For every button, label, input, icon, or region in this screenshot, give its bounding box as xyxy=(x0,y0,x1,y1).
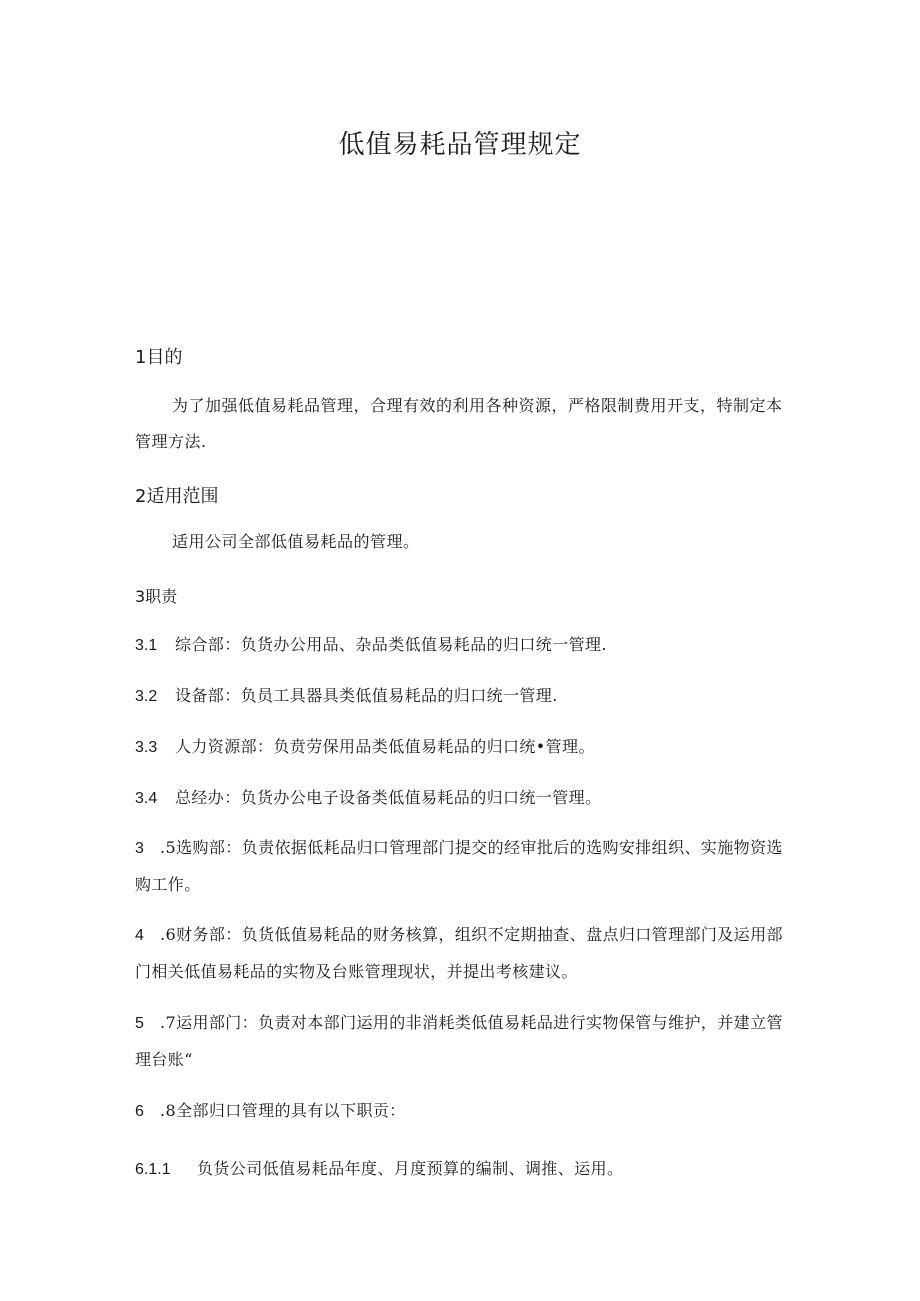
duty-item-text: .5选购部：负责依据低耗品归口管理部门提交的经审批后的选购安排组织、实施物资选购工作。 xyxy=(135,838,783,894)
duty-item xyxy=(135,1093,785,1130)
duty-item xyxy=(135,729,785,766)
section-heading-duties: 3职责 xyxy=(135,587,178,606)
section-heading-purpose: 1目的 xyxy=(135,347,183,368)
duty-item-number: 6 xyxy=(135,1103,144,1120)
duty-item-number: 4 xyxy=(135,927,144,944)
duty-item xyxy=(135,1005,785,1078)
duty-item-number: 3.1 xyxy=(135,637,158,654)
scope-paragraph: 适用公司全部低值易耗品的管理。 xyxy=(172,532,420,551)
duty-item-number: 3 xyxy=(135,840,144,857)
duty-item xyxy=(135,1151,785,1188)
duty-item-text: 人力资源部：负贲劳保用品类低值易耗品的归口统•管理。 xyxy=(175,737,595,756)
duty-item xyxy=(135,780,785,817)
duty-item-number: 5 xyxy=(135,1015,144,1032)
duty-item-text: 总经办：负货办公电子设备类低值易耗品的归口统一管理。 xyxy=(175,788,602,807)
duty-item-text: 设备部：负员工具器具类低值易耗品的归口统一管理. xyxy=(175,686,558,705)
duty-item-number: 3.2 xyxy=(135,688,158,705)
duty-item-text: 综合部：负货办公用品、杂品类低值易耗品的归口统一管理. xyxy=(175,635,607,654)
duty-item xyxy=(135,627,785,664)
duty-item-text: 负货公司低值易耗品年度、月度预算的编制、调推、运用。 xyxy=(197,1159,624,1178)
document-title: 低值易耗品管理规定 xyxy=(338,130,582,160)
section-heading-scope: 2适用范围 xyxy=(135,486,219,507)
duty-item-number: 3.3 xyxy=(135,739,158,756)
duty-item-text: .8全部归口管理的具有以下职贡： xyxy=(160,1101,406,1120)
duty-item xyxy=(135,678,785,715)
duty-item-number: 3.4 xyxy=(135,790,158,807)
duty-item-text: .6财务部：负货低值易耗品的财务核算，组织不定期抽查、盘点归口管理部门及运用部门相关低值易耗品的实物及台账管理现状，并提出考核建议。 xyxy=(135,925,783,981)
duty-item xyxy=(135,830,785,903)
duty-item-text: .7运用部门：负责对本部门运用的非消耗类低值易耗品进行实物保管与维护，并建立管理台账“ xyxy=(135,1013,783,1069)
duty-item xyxy=(135,917,785,990)
duty-item-number: 6.1.1 xyxy=(135,1161,171,1178)
purpose-paragraph: 为了加强低值易耗品管理，合理有效的利用各种资源，严格限制费用开支，特制定本管理方法. xyxy=(135,396,783,451)
